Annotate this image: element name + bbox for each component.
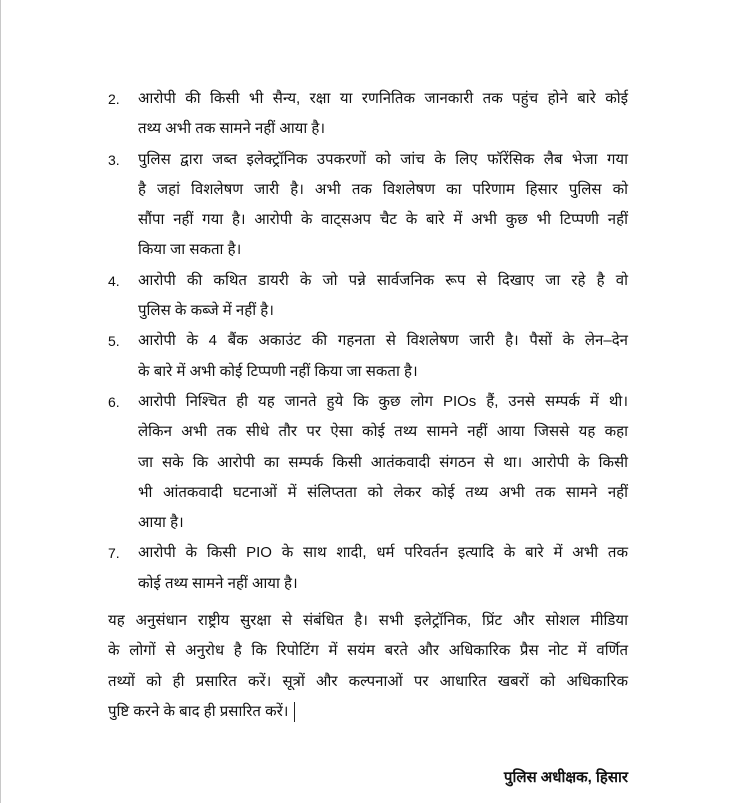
item-line: आया है। (138, 514, 184, 532)
paragraph-line: यह अनुसंधान राष्ट्रीय सुरक्षा से संबंधित है। सभी इलेट्रॉनिक, प्रिंट और सोशल मीडिया (108, 612, 628, 629)
item-line: आरोपी की किसी भी सैन्य, रक्षा या रणनितिक जानकारी तक पहुंच होने बारे कोई (138, 90, 628, 107)
list-item (108, 326, 628, 387)
page-edge (0, 0, 1, 803)
item-line: तथ्य अभी तक सामने नहीं आया है। (138, 120, 326, 138)
text-cursor (294, 702, 295, 722)
list-item (108, 538, 628, 599)
item-line: पुलिस द्वारा जब्त इलेक्ट्रॉनिक उपकरणों को जांच के लिए फॉरेंसिक लैब भेजा गया (138, 150, 628, 168)
list-item (108, 145, 628, 266)
item-line: आरोपी के किसी PIO के साथ शादी, धर्म परिवर्तन इत्यादि के बारे में अभी तक (138, 544, 628, 562)
list-item (108, 266, 628, 327)
item-number: 4. (108, 272, 120, 289)
list-item (108, 387, 628, 538)
item-line: पुलिस के कब्जे में नहीं है। (138, 302, 274, 320)
item-number: 3. (108, 151, 120, 168)
item-line: भी आंतकवादी घटनाओं में संलिप्तता को लेकर कोई तथ्य अभी तक सामने नहीं (138, 483, 628, 501)
item-line: के बारे में अभी कोई टिप्पणी नहीं किया जा सकता है। (138, 362, 418, 380)
item-number: 2. (108, 91, 120, 107)
item-line: किया जा सकता है। (138, 241, 242, 259)
numbered-list (108, 84, 628, 599)
paragraph-line: के लोगों से अनुरोध है कि रिपोटिंग में सयंम बरते और अधिकारिक प्रैस नोट में वर्णित (108, 642, 628, 660)
item-line: लेकिन अभी तक सीधे तौर पर ऐसा कोई तथ्य सामने नहीं आया जिससे यह कहा (138, 423, 628, 441)
item-number: 5. (108, 333, 120, 350)
closing-paragraph (108, 606, 628, 727)
list-item (108, 84, 628, 145)
paragraph-line-text: पुष्टि करने के बाद ही प्रसारित करें। (108, 702, 289, 720)
item-number: 7. (108, 545, 120, 562)
item-line: कोई तथ्य सामने नहीं आया है। (138, 574, 298, 592)
item-line: आरोपी निश्चित ही यह जानते हुये कि कुछ लोग PIOs हैं, उनसे सम्पर्क में थी। (138, 392, 628, 410)
item-number: 6. (108, 393, 120, 410)
item-line: जा सके कि आरोपी का सम्पर्क किसी आतंकवादी संगठन से था। आरोपी के किसी (138, 453, 628, 471)
item-line: आरोपी की कथित डायरी के जो पन्ने सार्वजनिक रूप से दिखाए जा रहे है वो (138, 271, 628, 289)
item-line: सौंपा नहीं गया है। आरोपी के वाट्सअप चैट के बारे में अभी कुछ भी टिप्पणी नहीं (138, 211, 628, 229)
paragraph-line-last[interactable] (108, 697, 628, 727)
paragraph-line: तथ्यों को ही प्रसारित करें। सूत्रों और कल्पनाओं पर आधारित खबरों को अधिकारिक (108, 672, 628, 690)
item-line: आरोपी के 4 बैंक अकाउंट की गहनता से विशलेषण जारी है। पैसों के लेन–देन (138, 332, 628, 350)
signature: पुलिस अधीक्षक, हिसार (503, 769, 628, 786)
item-line: है जहां विशलेषण जारी है। अभी तक विशलेषण का परिणाम हिसार पुलिस को (138, 180, 628, 198)
